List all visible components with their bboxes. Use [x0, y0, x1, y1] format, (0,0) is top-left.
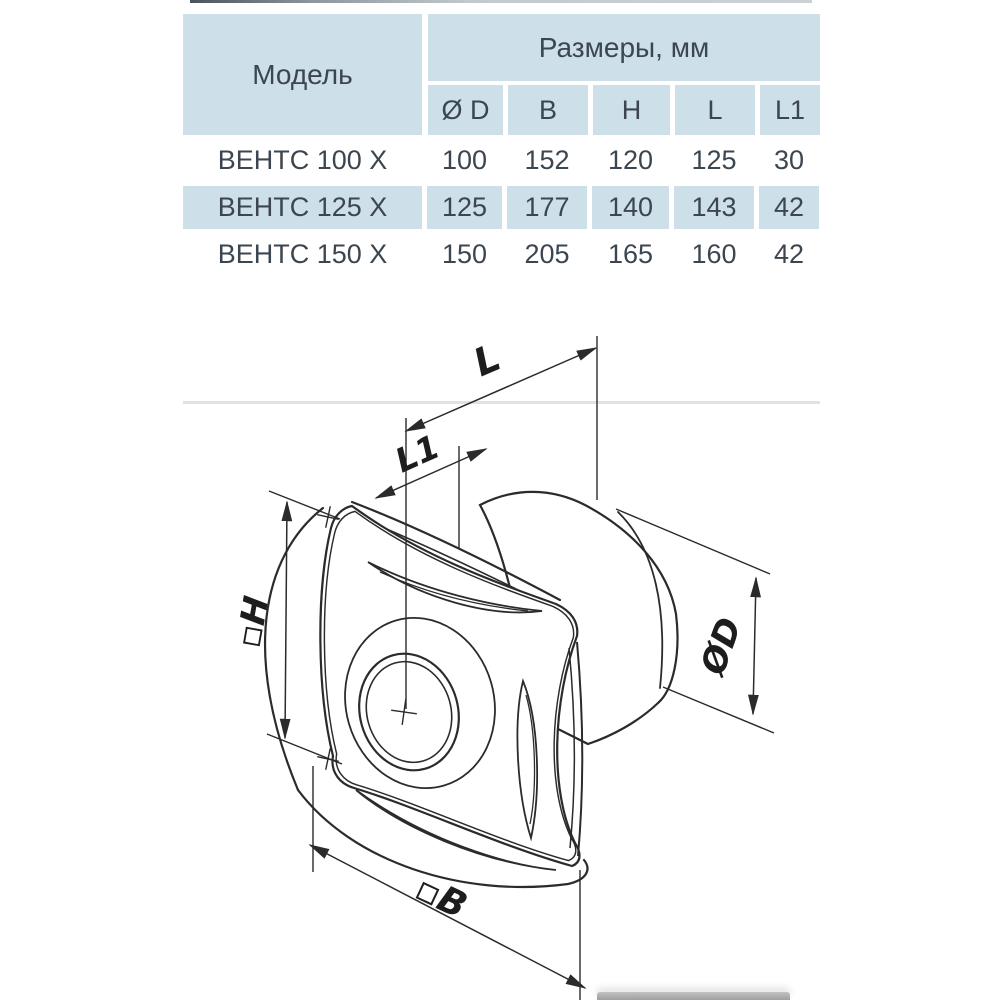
column-header-l: L — [675, 85, 755, 135]
value-l1: 30 — [773, 145, 805, 175]
column-header-d: Ø D — [428, 85, 503, 135]
value-l: 160 — [691, 239, 737, 269]
scrollbar-thumb[interactable] — [597, 992, 790, 1000]
value-l: 143 — [674, 186, 754, 229]
dim-label-D: ØD — [693, 612, 751, 680]
value-d: 150 — [441, 239, 488, 269]
dim-label-B: ▫B — [408, 868, 474, 928]
dim-label-L: L — [467, 335, 507, 386]
model-name: ВЕНТС 100 Х — [217, 145, 388, 175]
model-name: ВЕНТС 125 Х — [183, 186, 422, 229]
dim-label-H: ▫H — [228, 593, 278, 651]
value-l1: 42 — [759, 186, 819, 229]
value-d: 125 — [427, 186, 502, 229]
value-l1: 42 — [773, 239, 805, 269]
value-l: 125 — [691, 145, 737, 175]
model-header-label: Модель — [252, 58, 353, 90]
value-b: 177 — [507, 186, 587, 229]
value-h: 120 — [607, 145, 654, 175]
dim-line-H — [285, 502, 287, 738]
column-header-l1: L1 — [760, 85, 820, 135]
column-header-h: H — [593, 85, 670, 135]
value-h: 165 — [607, 239, 654, 269]
dim-line-L — [406, 348, 596, 431]
value-h: 140 — [592, 186, 669, 229]
value-b: 152 — [524, 145, 570, 175]
dims-header-label: Размеры, мм — [538, 31, 710, 63]
dim-label-L1: L1 — [389, 426, 446, 481]
value-d: 100 — [441, 145, 488, 175]
model-name: ВЕНТС 150 Х — [217, 239, 388, 269]
column-header-b: B — [508, 85, 588, 135]
value-b: 205 — [524, 239, 570, 269]
dim-line-D — [753, 578, 756, 714]
